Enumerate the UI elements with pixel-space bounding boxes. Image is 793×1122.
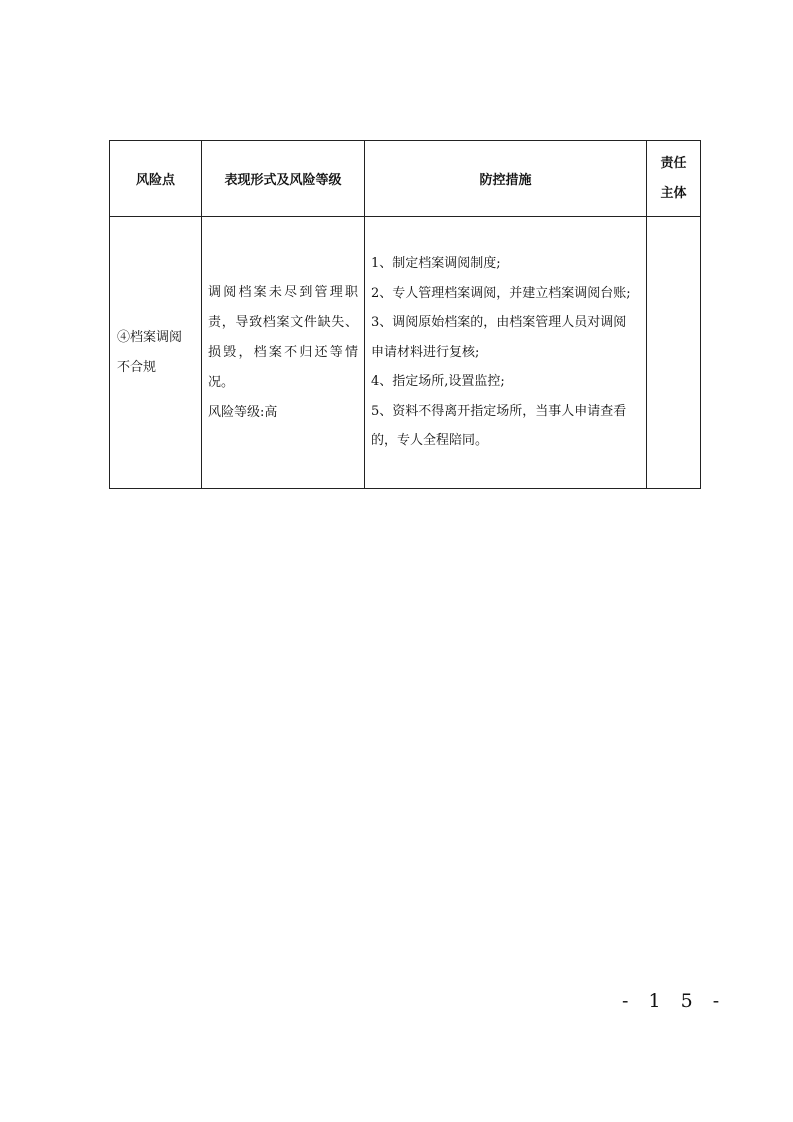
measure-line: 2、专人管理档案调阅，并建立档案调阅台账; (371, 285, 631, 301)
cell-responsible-subject (647, 217, 701, 489)
risk-point-line: ④档案调阅 (117, 329, 183, 345)
risk-control-table (109, 140, 701, 489)
measure-line: 5、资料不得离开指定场所，当事人申请查看 (371, 403, 627, 419)
table-row (110, 217, 701, 489)
cell-risk-point (110, 217, 202, 489)
header-responsible-subject (647, 141, 701, 217)
risk-level: 风险等级:高 (208, 404, 278, 420)
cell-measures (365, 217, 647, 489)
form-description (208, 278, 358, 398)
header-risk-point: 风险点 (110, 141, 202, 217)
form-line: 况。 (208, 374, 235, 390)
measure-line: 的，专人全程陪同。 (371, 433, 489, 449)
measure-line: 4、指定场所,设置监控; (371, 374, 505, 390)
header-form-and-level: 表现形式及风险等级 (202, 141, 365, 217)
measure-line: 1、制定档案调阅制度; (371, 255, 501, 271)
header-subject-line2: 主体 (660, 185, 687, 201)
form-line: 责，导致档案文件缺失、 (208, 314, 358, 330)
header-subject-line1: 责任 (660, 155, 687, 171)
page-number: - 1 5 - (622, 990, 727, 1012)
header-measures: 防控措施 (365, 141, 647, 217)
risk-point-line: 不合规 (117, 359, 157, 375)
form-line: 调阅档案未尽到管理职 (208, 284, 358, 300)
form-line: 损毁，档案不归还等情 (208, 344, 358, 360)
table-header-row (110, 141, 701, 217)
cell-form-and-level (202, 217, 365, 489)
measure-line: 3、调阅原始档案的，由档案管理人员对调阅 (371, 315, 627, 331)
measure-line: 申请材料进行复核; (371, 344, 480, 360)
